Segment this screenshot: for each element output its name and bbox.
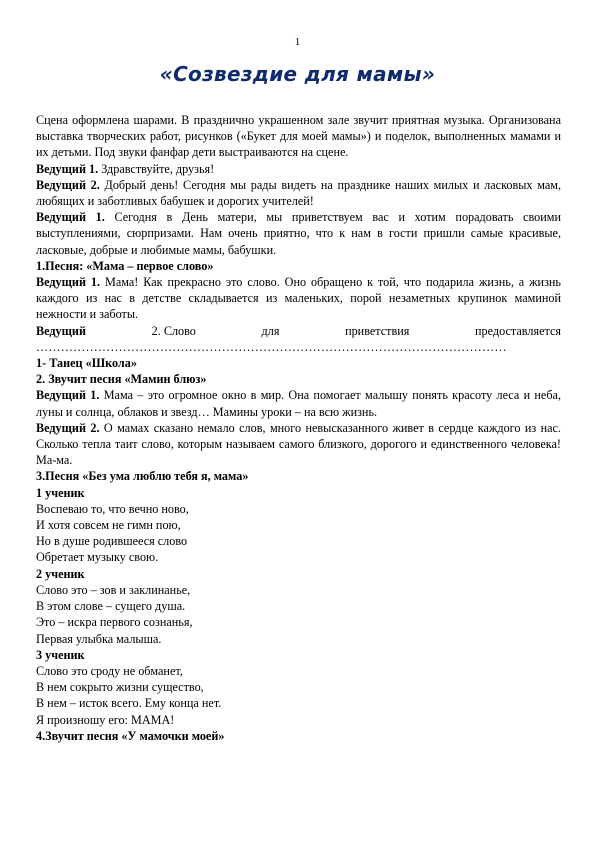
verse-line: Слово это сроду не обманет, [36, 663, 183, 678]
dotted-line: …………………………………………………………………………………………………… [36, 339, 507, 354]
word: 2. Слово [151, 323, 196, 338]
host-line [36, 420, 561, 469]
verse-line: В этом слове – сущего душа. [36, 599, 186, 614]
speech-text: Добрый день! Сегодня мы рады видеть на празднике наших милых и ласковых мам, любящих и заботливых бабушек и дорогих учителей! [36, 177, 561, 209]
word: предоставляется [475, 323, 561, 338]
intro-paragraph: Сцена оформлена шарами. В празднично украшенном зале звучит приятная музыка. Организована выставка творческих работ, рисунков («Букет для моей мамы») и поделок, выполненных мамами и их детьми. Под звуки фанфар дети выстраиваются на сцене. [36, 113, 561, 160]
document-title: «Созвездие для мамы» [159, 62, 436, 86]
host-line-stretched [36, 323, 561, 339]
student-label: 2 ученик [36, 566, 85, 581]
song-heading: 4.Звучит песня «У мамочки моей» [36, 728, 225, 743]
host-line [36, 209, 561, 258]
speaker-name: Ведущий 2. [36, 177, 100, 192]
verse-line: Я произношу его: МАМА! [36, 712, 175, 727]
verse-line: Воспеваю то, что вечно ново, [36, 501, 189, 516]
verse-line: Первая улыбка малыша. [36, 631, 162, 646]
verse-line: И хотя совсем не гимн пою, [36, 518, 181, 533]
page-number: 1 [294, 36, 301, 48]
verse-line: Это – искра первого сознанья, [36, 615, 193, 630]
song-heading: 1.Песня: «Мама – первое слово» [36, 258, 214, 273]
song-heading: 3.Песня «Без ума люблю тебя я, мама» [36, 469, 249, 484]
song-heading: 2. Звучит песня «Мамин блюз» [36, 372, 207, 387]
speaker-name: Ведущий 1. [36, 275, 101, 290]
word: приветствия [345, 323, 410, 338]
verse-line: Но в душе родившееся слово [36, 534, 188, 549]
speech-text: Мама! Как прекрасно это слово. Оно обращено к той, что подарила жизнь, а жизнь каждого из нас в детстве складывается из маленьких, порой незаметных крупинок маминой нежности и заботы. [36, 275, 561, 322]
speaker-name: Ведущий [36, 323, 86, 338]
dance-heading: 1- Танец «Школа» [36, 356, 137, 371]
host-line [36, 387, 561, 419]
verse-line: В нем – исток всего. Ему конца нет. [36, 696, 222, 711]
speaker-name: Ведущий 1. [36, 210, 105, 225]
speaker-name: Ведущий 1. [36, 388, 100, 403]
student-label: 3 ученик [36, 647, 85, 662]
speech-text: Мама – это огромное окно в мир. Она помогает малышу понять красоту леса и неба, луны и солнца, облаков и звезд… Мамины уроки – на всю жизнь. [36, 388, 561, 419]
speech-text: Здравствуйте, друзья! [98, 161, 215, 176]
document-body [36, 112, 561, 744]
host-line [36, 274, 561, 323]
speaker-name: Ведущий 1. [36, 161, 99, 176]
host-line [36, 161, 561, 177]
verse-line: Обретает музыку свою. [36, 550, 159, 565]
verse-line: В нем сокрыто жизни существо, [36, 680, 204, 695]
host-line [36, 177, 561, 209]
verse-line: Слово это – зов и заклинанье, [36, 582, 191, 597]
speaker-name: Ведущий 2. [36, 420, 100, 435]
speech-text: Сегодня в День матери, мы приветствуем вас и хотим порадовать своими выступлениями, сюрпризами. Нам очень приятно, что к нам в гости пришли самые красивые, ласковые, добрые и любимые мамы, бабушки. [36, 210, 561, 257]
word: для [261, 323, 280, 338]
speech-text: О мамах сказано немало слов, много невысказанного живет в сердце каждого из нас. Сколько тепла таит слово, которым называем самого близкого, дорогого и единственного человека! Ма-ма. [36, 420, 561, 468]
student-label: 1 ученик [36, 485, 85, 500]
